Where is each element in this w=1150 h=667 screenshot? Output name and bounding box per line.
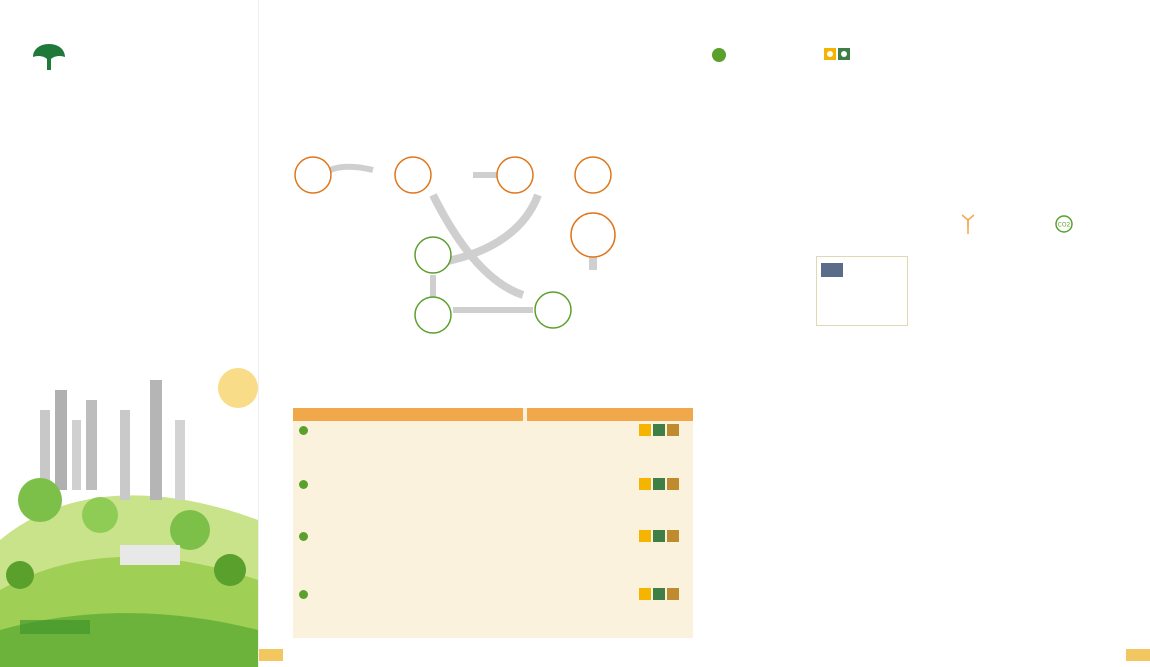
- wind-turbine-icon: [960, 212, 976, 234]
- product-flow-diagram: [293, 135, 693, 335]
- sdg-icon: [639, 478, 651, 490]
- sidebar: [0, 0, 258, 667]
- green-finance-table: [293, 408, 693, 638]
- sdg-icon: [667, 530, 679, 542]
- table-col-benefit: [527, 408, 693, 421]
- table-section-title: [299, 532, 311, 541]
- sdg-icon: [667, 588, 679, 600]
- sdg-icon: [667, 478, 679, 490]
- page-number-right: [1126, 649, 1150, 661]
- sdg13-icon: [838, 48, 850, 60]
- leaf-icon: [299, 426, 308, 435]
- solar-card: [816, 256, 908, 326]
- sdg-icon: [639, 424, 651, 436]
- sdg-icon: [653, 424, 665, 436]
- cathay-logo[interactable]: [30, 40, 240, 72]
- table-col-product: [293, 408, 523, 421]
- page-number-left: [259, 649, 283, 661]
- leaf-icon: [299, 480, 308, 489]
- svg-text:CO2: CO2: [1057, 221, 1071, 229]
- sdg-icon: [639, 530, 651, 542]
- table-section-title: [299, 590, 311, 599]
- sdg-icon: [653, 588, 665, 600]
- co2-icon: [1054, 214, 1074, 234]
- sustainability-illustration: [0, 340, 258, 667]
- page-37: [704, 0, 1150, 667]
- tree-logo-icon: [30, 40, 68, 72]
- wind-stats: [920, 212, 1116, 300]
- sdg7-icon: [824, 48, 836, 60]
- sdg-icon: [667, 424, 679, 436]
- leaf-icon: [299, 532, 308, 541]
- sdg-icon: [639, 588, 651, 600]
- solar-capacity-chart: [712, 238, 812, 334]
- table-section-title: [299, 426, 311, 435]
- solar-panel-icon: [821, 263, 843, 277]
- sdg-icon: [653, 530, 665, 542]
- leaf-icon: [712, 48, 726, 62]
- sdg-icon: [653, 478, 665, 490]
- page-36: [258, 0, 704, 667]
- table-section-title: [299, 480, 311, 489]
- leaf-icon: [299, 590, 308, 599]
